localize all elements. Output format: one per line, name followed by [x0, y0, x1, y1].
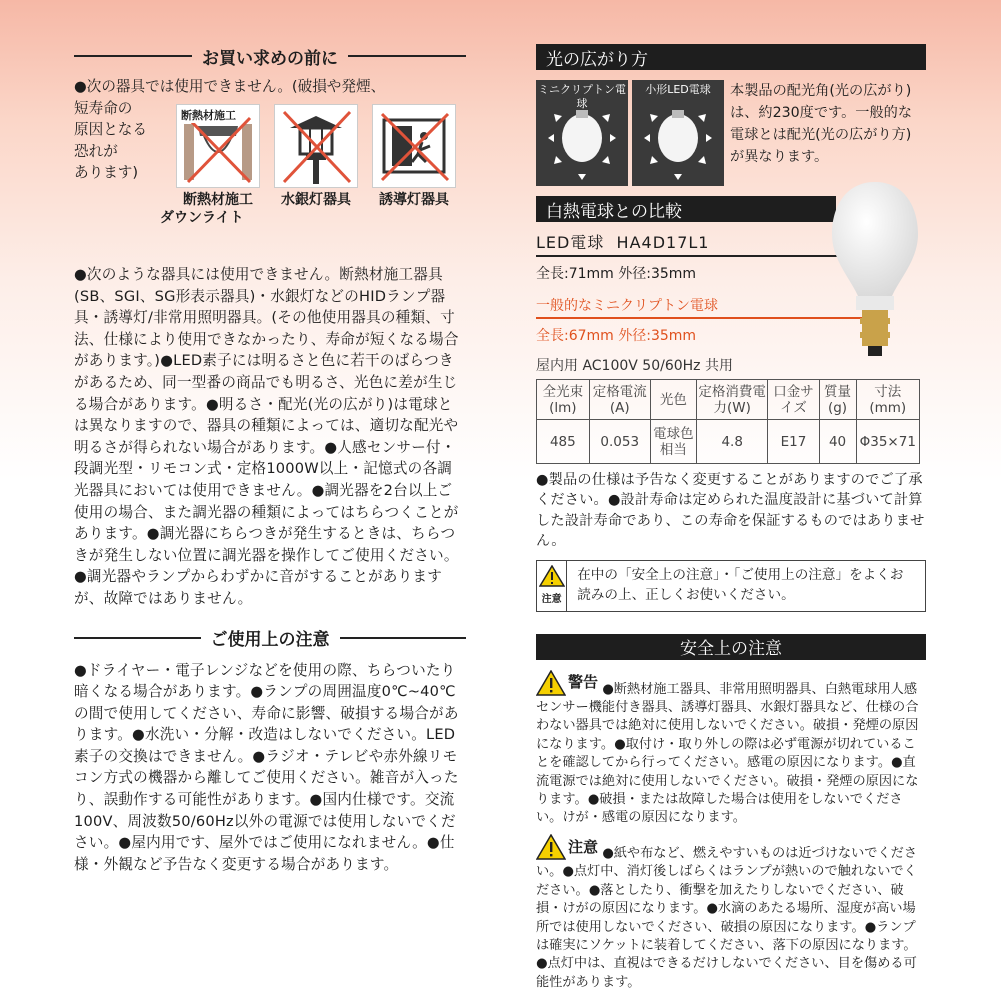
usage-title: ご使用上の注意	[210, 630, 330, 650]
prohibited-intro-line: ●次の器具では使用できません。(破損や発煙、	[74, 78, 386, 95]
spec-header-row	[537, 380, 920, 420]
led-model-line	[536, 230, 876, 257]
spec-cell: 40	[819, 420, 856, 464]
mercury-lamp-caption: 水銀灯器具	[281, 192, 351, 208]
krypton-card-label: ミニクリプトン電球	[538, 83, 626, 110]
caution-block	[536, 834, 926, 992]
side-line: あります)	[74, 164, 139, 182]
spec-header: 質量(g)	[819, 380, 856, 420]
led-model-number: HA4D17L1	[616, 233, 710, 252]
spec-cell: 電球色相当	[650, 420, 696, 464]
heading-rule-right	[340, 637, 467, 639]
side-line: 原因となる	[74, 121, 147, 139]
krypton-bulb-card	[536, 80, 628, 186]
spec-header: 寸法(mm)	[856, 380, 919, 420]
warning-block	[536, 670, 926, 828]
heading-rule-right	[348, 55, 466, 57]
caution-text: ●紙や布など、燃えやすいものは近づけないでください。●点灯中、消灯後しばらくはランプが熱いので触れないでください。●落としたり、衝撃を加えたりしないでください、破損・けがの原因になります。●水滴のあたる場所、湿度が高い場所では使用しないでください、破損の原因になります。●ランプは確実にソケットに装着してください、落下の原因になります。●点灯中は、直視はできるだけしないでください、目を傷める可能性があります。	[536, 845, 918, 990]
krypton-bulb-icon	[542, 106, 622, 182]
downlight-caption: 断熱材施工	[183, 192, 253, 208]
downlight-icon-box	[160, 104, 262, 227]
caution-triangle-icon	[536, 834, 566, 860]
spec-cell: 4.8	[696, 420, 767, 464]
read-notice-box	[536, 560, 926, 612]
warning-label: 警告	[568, 673, 599, 692]
side-line: 短寿命の	[74, 99, 133, 117]
prohibited-fixtures	[74, 76, 466, 228]
safety-heading: 安全上の注意	[536, 634, 926, 660]
usage-body: ●ドライヤー・電子レンジなどを使用の際、ちらついたり暗くなる場合があります。●ランプの周囲温度0℃~40℃の間で使用してください、寿命に影響、破損する場合があります。●水洗い・分解・改造はしないでください。LED素子の交換はできません。●ラジオ・テレビや赤外線リモコン方式の機器から離してご使用ください。雑音が入ったり、誤動作する可能性があります。●国内仕様です。交流100V、周波数50/60Hz以外の電源では使用しないでください。●屋内用です、屋外ではご使用になれません。●仕様・外観など予告なく変更する場合があります。	[74, 661, 459, 873]
led-model-label: LED電球	[536, 233, 605, 252]
spec-note: ●製品の仕様は予告なく変更することがありますのでご了承ください。●設計寿命は定められた温度設計に基づいて計算した設計寿命であり、この寿命を保証するものではありません。	[536, 472, 925, 550]
insulated-downlight-icon	[176, 104, 260, 188]
spec-cell: 0.053	[589, 420, 650, 464]
spec-value-row	[537, 420, 920, 464]
side-line: 恐れが	[74, 142, 118, 160]
led-bulb-icon	[638, 106, 718, 182]
notice-text: 在中の「安全上の注意」・「ご使用上の注意」をよくお読みの上、正しくお使いください。	[577, 566, 904, 603]
spec-header: 定格電流(A)	[589, 380, 650, 420]
spec-header: 全光束(lm)	[537, 380, 590, 420]
spec-cell: Φ35×71	[856, 420, 919, 464]
prohibited-side-text	[74, 98, 174, 184]
downlight-caption-2: ダウンライト	[160, 210, 244, 226]
heading-rule-left	[74, 55, 192, 57]
warning-text: ●断熱材施工器具、非常用照明器具、白熱電球用人感センサー機能付き器具、誘導灯器具、水銀灯器具など、仕様の合わない器具では絶対に使用しないでください。破損・発煙の原因になります。●取付け・取り外しの際は必ず電源が切れていることを確認してから行ってください。感電の原因になります。●直流電源では絶対に使用しないでください。破損・発煙の原因になります。●破損・または故障した場合は使用をしないでください。けが・感電の原因になります。	[536, 681, 919, 826]
krypton-dimensions: 全長:67mm 外径:35mm	[536, 328, 697, 344]
caution-label: 注意	[568, 837, 599, 856]
heading-rule-left	[74, 637, 201, 639]
led-dimensions: 全長:71mm 外径:35mm	[536, 266, 697, 282]
spec-cell: 485	[537, 420, 590, 464]
before-purchase-title: お買い求めの前に	[202, 48, 338, 69]
spec-header: 光色	[650, 380, 696, 420]
spec-cell: E17	[768, 420, 819, 464]
light-spread-description: 本製品の配光角(光の広がり)は、約230度です。一般的な電球とは配光(光の広がり方)が異なります。	[730, 83, 913, 165]
comparison-heading: 白熱電球との比較	[536, 196, 836, 222]
warning-triangle-icon	[539, 565, 565, 587]
before-purchase-heading	[74, 44, 466, 68]
exit-sign-icon	[372, 104, 456, 188]
exit-sign-icon-box	[370, 104, 458, 227]
light-spread-heading: 光の広がり方	[536, 44, 926, 70]
mercury-lamp-icon	[274, 104, 358, 188]
spec-header: 口金サイズ	[768, 380, 819, 420]
left-column	[74, 44, 466, 875]
mercury-lamp-icon-box	[272, 104, 360, 227]
notice-icon-label: 注意	[541, 593, 562, 605]
caution-tag	[536, 834, 598, 860]
warning-tag	[536, 670, 598, 696]
warning-triangle-icon	[536, 670, 566, 696]
led-bulb-card	[632, 80, 724, 186]
before-purchase-body: ●次のような器具には使用できません。断熱材施工器具(SB、SGI、SG形表示器具)・水銀灯などのHIDランプ器具・誘導灯/非常用照明器具。(その他使用器具の種類、寸法、仕様により使用できなかったり、寿命が短くなる場合があります。)●LED素子には明るさと色に若干のばらつきがあるため、同一型番の商品でも明るさ、光色に差が生じる場合があります。●明るさ・配光(光の広がり)は電球とは異なりますので、器具の種類によっては、適切な配光や明るさが得られない場合があります。●人感センサー付・段調光型・リモコン式・定格1000W以上・記憶式の各調光器具においては使用できません。●調光器を2台以上ご使用の場合、また調光器の種類によってはちらつくことがあります。●調光器にちらつきが発生するときは、ちらつきが発生しない位置に調光器を操作してご使用ください。●調光器やランプからわずかに音がすることがありますが、故障ではありません。	[74, 266, 459, 607]
krypton-label: 一般的なミニクリプトン電球	[536, 295, 876, 319]
downlight-band-label: 断熱材施工	[181, 109, 236, 122]
notice-icon-cell	[537, 561, 567, 611]
spec-table	[536, 379, 920, 464]
led-card-label: 小形LED電球	[645, 83, 711, 96]
spec-header: 定格消費電力(W)	[696, 380, 767, 420]
usage-heading	[74, 626, 466, 650]
exit-sign-caption: 誘導灯器具	[379, 192, 449, 208]
indoor-spec: 屋内用 AC100V 50/60Hz 共用	[536, 358, 733, 374]
led-bulb-photo	[830, 178, 920, 378]
prohibited-icons	[160, 104, 458, 227]
light-spread-section	[536, 80, 926, 192]
